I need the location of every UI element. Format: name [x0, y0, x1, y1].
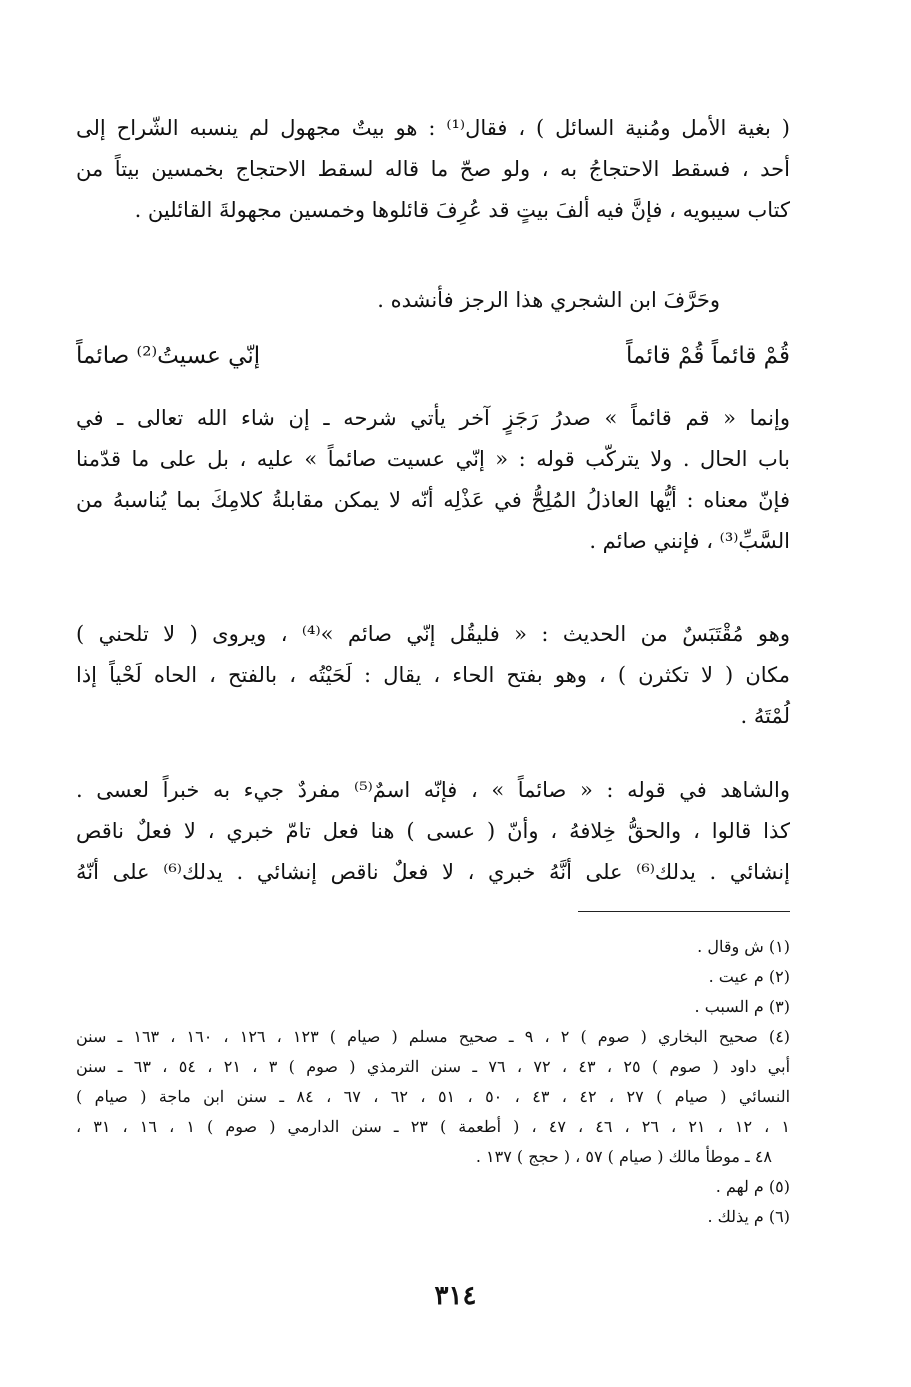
footnote — [76, 1022, 790, 1172]
text-line: فإنّ معناه : أيُّها العاذلُ المُلِحُّ في عَذْلِه أنّه لا يمكن مقابلةُ كلامِكَ بما يُناسبهُ من — [76, 488, 790, 512]
text-line: إنشائي . يدلك⁽⁶⁾ على أنَّهُ خبري ، لا فعلٌ ناقص إنشائي . يدلك⁽⁶⁾ على أنّهُ — [76, 860, 790, 884]
footnote: (٥) م لهم . — [715, 1177, 790, 1196]
footnote: (٣) م السبب . — [694, 997, 790, 1016]
text-line: باب الحال . ولا يتركّب قوله : « إنّي عسيت صائماً » عليه ، بل على ما قدّمنا — [76, 447, 790, 471]
footnote: (٦) م يذلك . — [707, 1207, 790, 1226]
verse-first-hemistich: قُمْ قائماً قُمْ قائماً — [626, 343, 790, 369]
footnote-separator — [578, 911, 790, 912]
text-line: ( بغية الأمل ومُنية السائل ) ، فقال⁽¹⁾ : هو بيتٌ مجهول لم ينسبه الشّراح إلى — [76, 116, 790, 140]
text-line: السَّبِّ⁽³⁾ ، فإنني صائم . — [589, 529, 790, 553]
paragraph-3 — [76, 398, 790, 562]
paragraph-1 — [76, 108, 790, 231]
text-line: كذا قالوا ، والحقُّ خِلافهُ ، وأنّ ( عسى ) هنا فعل تامّ خبري ، لا فعلٌ ناقص — [76, 819, 790, 843]
page-number: ٣١٤ — [434, 1281, 477, 1311]
footnote-line: ١ ، ١٢ ، ٢١ ، ٢٦ ، ٤٦ ، ٤٧ ، ( أطعمة ) ٢٣ ـ سنن الدارمي ( صوم ) ١ ، ١٦ ، ٣١ ، — [76, 1117, 790, 1136]
text-line: كتاب سيبويه ، فإنَّ فيه ألفَ بيتٍ قد عُرِفَ قائلوها وخمسين مجهولةَ القائلين . — [134, 198, 790, 222]
paragraph-2 — [76, 280, 790, 321]
text-line: وهو مُقْتَبَسٌ من الحديث : « فليقُل إنّي صائم »⁽⁴⁾ ، ويروى ( لا تلحني ) — [76, 622, 790, 646]
footnote-line: النسائي ( صيام ) ٢٧ ، ٤٢ ، ٤٣ ، ٥٠ ، ٥١ ، ٦٢ ، ٦٧ ، ٨٤ ـ سنن ابن ماجة ( صيام ) — [76, 1087, 791, 1106]
footnote: (١) ش وقال . — [697, 937, 790, 956]
footnotes — [76, 932, 790, 1232]
text-line: لُمْتَهُ . — [740, 704, 790, 728]
footnote-line: ٤٨ ـ موطأ مالك ( صيام ) ٥٧ ، ( حجج ) ١٣٧ . — [475, 1147, 772, 1166]
text-line: وإنما « قم قائماً » صدرُ رَجَزٍ آخر يأتي شرحه ـ إن شاء الله تعالى ـ في — [76, 406, 790, 430]
paragraph-5 — [76, 770, 790, 893]
text-line: مكان ( لا تكثرن ) ، وهو بفتح الحاء ، يقال : لَحَيْتُه ، بالفتح ، الحاه لَحْياً إذا — [76, 663, 790, 687]
poetry-verse — [76, 334, 790, 378]
footnote: (٢) م عيت . — [708, 967, 790, 986]
footnote-line: أبي داود ( صوم ) ٢٥ ، ٤٣ ، ٧٢ ، ٧٦ ـ سنن الترمذي ( صوم ) ٣ ، ٢١ ، ٥٤ ، ٦٣ ـ سنن — [76, 1057, 791, 1076]
verse-second-hemistich: إنّي عسيتُ⁽²⁾ صائماً — [76, 343, 261, 369]
footnote-line: (٤) صحيح البخاري ( صوم ) ٢ ، ٩ ـ صحيح مسلم ( صيام ) ١٢٣ ، ١٢٦ ، ١٦٠ ، ١٦٣ ـ سنن — [76, 1027, 791, 1046]
paragraph-4 — [76, 614, 790, 737]
text-line: أحد ، فسقط الاحتجاجُ به ، ولو صحّ ما قاله لسقط الاحتجاج بخمسين بيتاً من — [76, 157, 790, 181]
text-line: وحَرَّفَ ابن الشجري هذا الرجز فأنشده . — [377, 288, 720, 312]
text-line: والشاهد في قوله : « صائماً » ، فإنّه اسمٌ⁽⁵⁾ مفردٌ جيء به خبراً لعسى . — [76, 778, 790, 802]
